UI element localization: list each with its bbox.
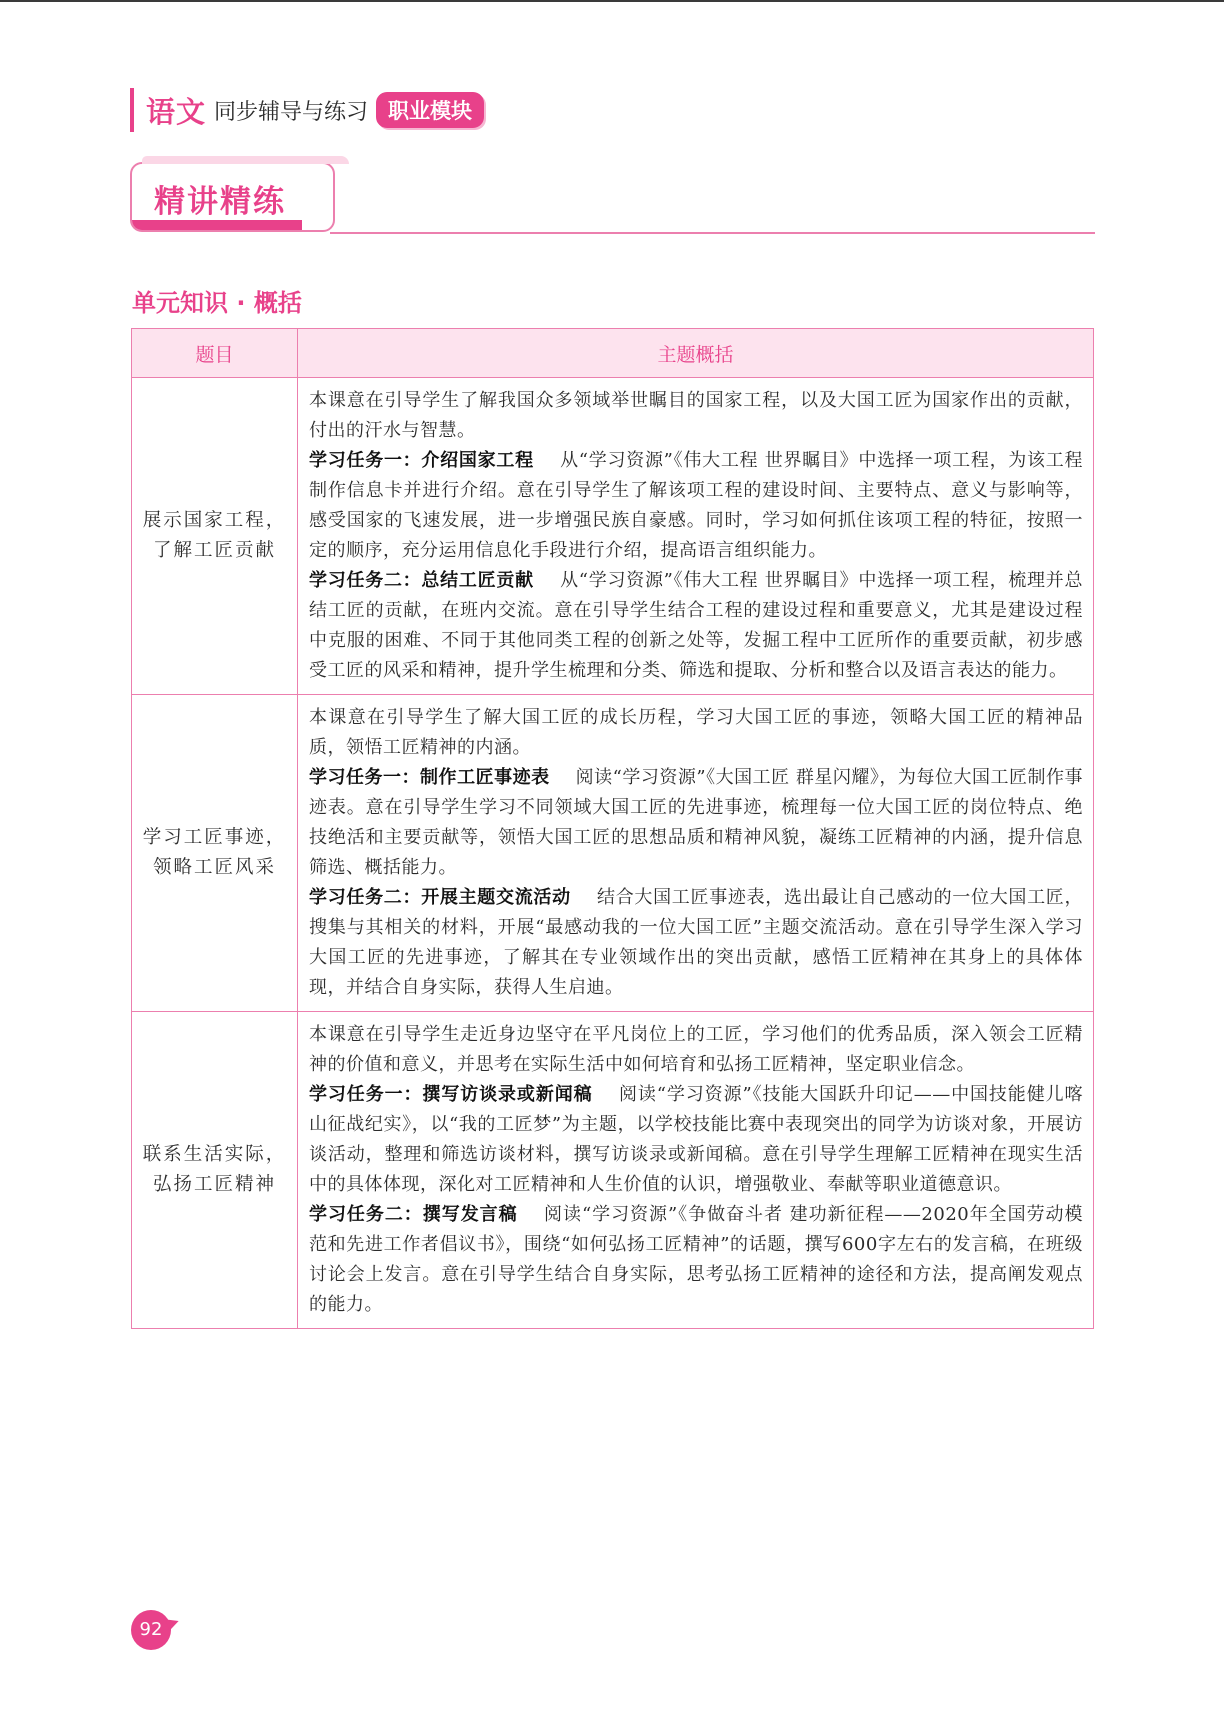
topic-line: 弘扬工匠精神 [152,1174,276,1195]
task-paragraph [309,1080,1083,1200]
topic-line: 联系生活实际， [142,1144,287,1165]
task-text: 从“学习资源”《伟大工程 世界瞩目》中选择一项工程，为该工程制作信息卡并进行介绍。意在引导学生了解该项工程的建设时间、主要特点、意义与影响等，感受国家的飞速发展，进一步增强民族自豪感。同时，学习如何抓住该项工程的特征，按照一定的顺序，充分运用信息化手段进行介绍，提高语言组织能力。 [309,450,1084,561]
topic-line: 领略工匠风采 [152,857,276,878]
section-tab-underbar [132,220,302,230]
summary-cell [298,1012,1094,1329]
task-label: 学习任务一：介绍国家工程 [309,450,534,471]
header-summary: 主题概括 [298,329,1094,378]
topic-line: 学习工匠事迹， [142,827,287,848]
task-text: 阅读“学习资源”《大国工匠 群星闪耀》，为每位大国工匠制作事迹表。意在引导学生学习不同领域大国工匠的先进事迹，梳理每一位大国工匠的岗位特点、绝技绝活和主要贡献等，领悟大国工匠的思想品质和精神风貌，凝练工匠精神的内涵，提升信息筛选、概括能力。 [309,767,1084,878]
task-label: 学习任务一：撰写访谈录或新闻稿 [309,1084,593,1105]
header-subject: 语文 [146,94,207,129]
summary-cell [298,378,1094,695]
topic-cell [132,378,298,695]
task-text: 从“学习资源”《伟大工程 世界瞩目》中选择一项工程，梳理并总结工匠的贡献，在班内交流。意在引导学生结合工程的建设过程和重要意义，尤其是建设过程中克服的困难、不同于其他同类工程的创新之处等，发掘工程中工匠所作的重要贡献，初步感受工匠的风采和精神，提升学生梳理和分类、筛选和提取、分析和整合以及语言表达的能力。 [309,570,1084,681]
running-header [130,88,484,132]
summary-table [131,328,1094,1329]
task-paragraph [309,1200,1083,1320]
intro-text: 本课意在引导学生走近身边坚守在平凡岗位上的工匠，学习他们的优秀品质，深入领会工匠精神的价值和意义，并思考在实际生活中如何培育和弘扬工匠精神，坚定职业信念。 [309,1024,1083,1075]
header-accent-bar [130,88,134,132]
table-header-row [132,329,1094,378]
header-badge: 职业模块 [376,92,484,128]
summary-cell [298,695,1094,1012]
task-paragraph [309,763,1083,883]
intro-text: 本课意在引导学生了解大国工匠的成长历程，学习大国工匠的事迹，领略大国工匠的精神品质，领悟工匠精神的内涵。 [309,707,1083,758]
intro-text: 本课意在引导学生了解我国众多领域举世瞩目的国家工程，以及大国工匠为国家作出的贡献，付出的汗水与智慧。 [309,390,1083,441]
table-row [132,378,1094,695]
header-topic: 题目 [132,329,298,378]
topic-line: 了解工匠贡献 [152,540,276,561]
task-text: 结合大国工匠事迹表，选出最让自己感动的一位大国工匠，搜集与其相关的材料，开展“最感动我的一位大国工匠”主题交流活动。意在引导学生深入学习大国工匠的先进事迹，了解其在专业领域作出的突出贡献，感悟工匠精神在其身上的具体体现，并结合自身实际，获得人生启迪。 [309,887,1084,998]
task-label: 学习任务二：撰写发言稿 [309,1204,518,1225]
table-row [132,695,1094,1012]
page-number: 92 [131,1610,171,1650]
table-row [132,1012,1094,1329]
subheading: 单元知识 · 概括 [132,289,302,317]
section-rule [330,232,1095,234]
task-paragraph [309,883,1083,1003]
top-rule [0,0,1224,2]
topic-line: 展示国家工程， [142,510,287,531]
task-text: 阅读“学习资源”《技能大国跃升印记——中国技能健儿喀山征战纪实》，以“我的工匠梦”为主题，以学校技能比赛中表现突出的同学为访谈对象，开展访谈活动，整理和筛选访谈材料，撰写访谈录或新闻稿。意在引导学生理解工匠精神在现实生活中的具体体现，深化对工匠精神和人生价值的认识，增强敬业、奉献等职业道德意识。 [309,1084,1084,1195]
task-label: 学习任务一：制作工匠事迹表 [309,767,550,788]
section-title: 精讲精练 [154,184,286,220]
task-paragraph [309,566,1083,686]
topic-cell [132,695,298,1012]
task-paragraph [309,446,1083,566]
task-text: 阅读“学习资源”《争做奋斗者 建功新征程——2020年全国劳动模范和先进工作者倡议书》，围绕“如何弘扬工匠精神”的话题，撰写600字左右的发言稿，在班级讨论会上发言。意在引导学生结合自身实际，思考弘扬工匠精神的途径和方法，提高阐发观点的能力。 [309,1204,1084,1315]
header-title: 同步辅导与练习 [214,99,369,125]
section-tab [130,162,335,232]
task-label: 学习任务二：开展主题交流活动 [309,887,571,908]
task-label: 学习任务二：总结工匠贡献 [309,570,534,591]
topic-cell [132,1012,298,1329]
